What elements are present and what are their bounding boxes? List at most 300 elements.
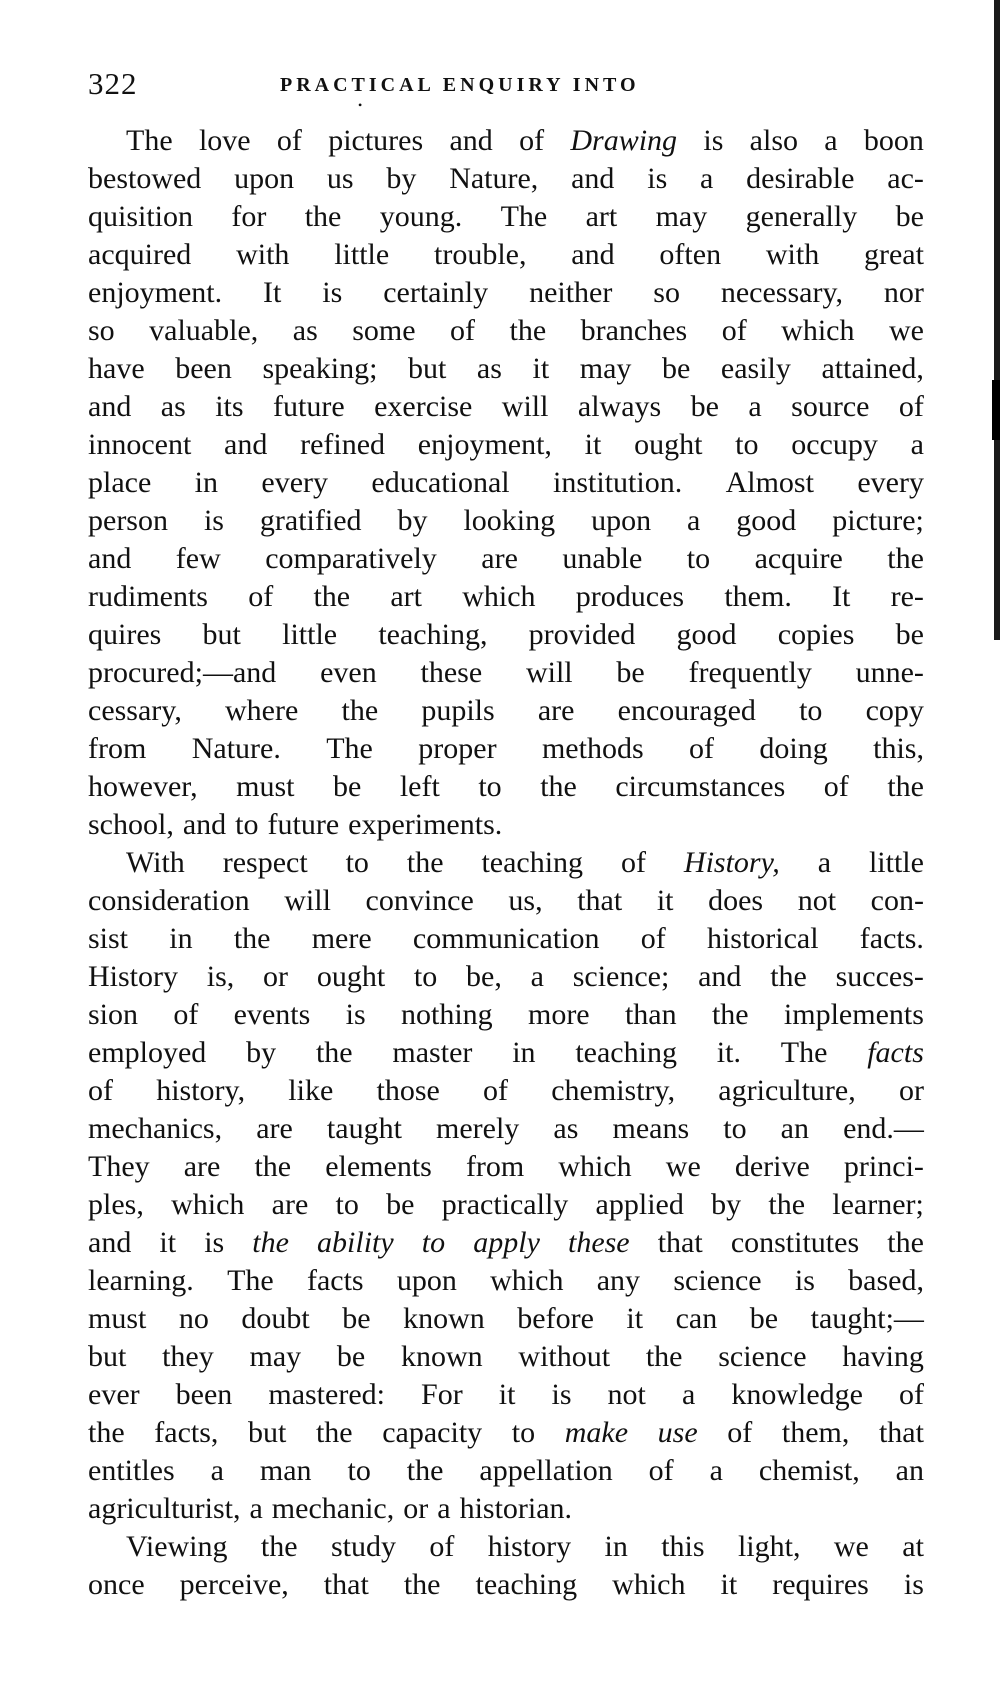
word: of bbox=[429, 1530, 455, 1563]
word: facts. bbox=[859, 922, 924, 955]
word: history bbox=[487, 1530, 572, 1563]
text-line bbox=[88, 654, 924, 692]
word: ought bbox=[316, 960, 386, 993]
text-line bbox=[88, 1072, 924, 1110]
word: they bbox=[162, 1340, 214, 1373]
word: teaching bbox=[475, 1568, 578, 1601]
word: will bbox=[525, 656, 573, 689]
text-line bbox=[88, 236, 924, 274]
word: mastered: bbox=[268, 1378, 385, 1411]
word: and bbox=[449, 124, 493, 157]
word: derive bbox=[734, 1150, 810, 1183]
word: of bbox=[620, 846, 646, 879]
word: are bbox=[537, 694, 575, 727]
word: learner; bbox=[832, 1188, 924, 1221]
word: With bbox=[126, 846, 185, 879]
word: re- bbox=[890, 580, 924, 613]
word: branches bbox=[580, 314, 688, 347]
word: applied bbox=[595, 1188, 684, 1221]
word: be bbox=[661, 352, 691, 385]
word: not bbox=[797, 884, 837, 917]
word: but bbox=[248, 1416, 287, 1449]
word: that bbox=[323, 1568, 369, 1601]
text-line bbox=[88, 958, 924, 996]
word: as bbox=[160, 390, 186, 423]
word: by bbox=[246, 1036, 277, 1069]
word: of bbox=[483, 1074, 509, 1107]
word: and bbox=[571, 238, 615, 271]
word: convince bbox=[365, 884, 474, 917]
word: from bbox=[88, 732, 147, 765]
word: is bbox=[703, 124, 724, 157]
word: been bbox=[175, 352, 232, 385]
word: use bbox=[657, 1416, 698, 1449]
word: of bbox=[173, 998, 199, 1031]
word: of bbox=[689, 732, 715, 765]
word: having bbox=[842, 1340, 924, 1373]
word: left bbox=[399, 770, 440, 803]
word: not bbox=[607, 1378, 646, 1411]
word: is, bbox=[206, 960, 235, 993]
word: in bbox=[194, 466, 218, 499]
word: but bbox=[202, 618, 241, 651]
text-line bbox=[88, 1224, 924, 1262]
text-line bbox=[88, 388, 924, 426]
word: occupy bbox=[791, 428, 878, 461]
word: in bbox=[512, 1036, 536, 1069]
word: which bbox=[462, 580, 536, 613]
word: provided bbox=[528, 618, 636, 651]
word: before bbox=[517, 1302, 594, 1335]
word: always bbox=[577, 390, 662, 423]
word: a bbox=[687, 504, 701, 537]
word: without bbox=[518, 1340, 611, 1373]
word: of bbox=[721, 314, 747, 347]
word: facts, bbox=[154, 1416, 219, 1449]
word: The bbox=[227, 1264, 274, 1297]
word: good bbox=[736, 504, 797, 537]
text-line bbox=[88, 1300, 924, 1338]
word: The bbox=[780, 1036, 828, 1069]
word: does bbox=[708, 884, 764, 917]
word: to bbox=[413, 960, 438, 993]
word: copy bbox=[865, 694, 924, 727]
word: appellation bbox=[479, 1454, 613, 1487]
word: or bbox=[403, 1492, 429, 1525]
text-line bbox=[88, 1452, 924, 1490]
word: to bbox=[345, 846, 369, 879]
word: end.— bbox=[843, 1112, 924, 1145]
word: place bbox=[88, 466, 152, 499]
body-text bbox=[88, 122, 924, 1604]
word: upon bbox=[591, 504, 652, 537]
word: these bbox=[420, 656, 483, 689]
word: and bbox=[182, 808, 227, 841]
word: For bbox=[421, 1378, 463, 1411]
word: this, bbox=[873, 732, 924, 765]
word: any bbox=[596, 1264, 641, 1297]
word: sist bbox=[88, 922, 129, 955]
text-line bbox=[88, 1414, 924, 1452]
word: and bbox=[88, 390, 132, 423]
word: perceive, bbox=[179, 1568, 289, 1601]
word: known bbox=[400, 1340, 483, 1373]
word: Drawing bbox=[570, 124, 678, 157]
word: can bbox=[675, 1302, 718, 1335]
word: an bbox=[780, 1112, 809, 1145]
word: ought bbox=[634, 428, 703, 461]
word: be bbox=[336, 1340, 366, 1373]
word: to bbox=[799, 694, 823, 727]
text-line bbox=[88, 1186, 924, 1224]
printer-mark: • bbox=[358, 98, 363, 112]
word: an bbox=[895, 1454, 924, 1487]
word: are bbox=[183, 1150, 221, 1183]
word: acquire bbox=[754, 542, 843, 575]
text-line bbox=[88, 464, 924, 502]
word: the bbox=[406, 846, 444, 879]
word: enjoyment, bbox=[417, 428, 552, 461]
text-line bbox=[88, 1110, 924, 1148]
word: from bbox=[465, 1150, 525, 1183]
word: Nature, bbox=[449, 162, 539, 195]
word: produces bbox=[575, 580, 685, 613]
word: gratified bbox=[259, 504, 362, 537]
word: historical bbox=[706, 922, 819, 955]
word: that bbox=[878, 1416, 924, 1449]
word: must bbox=[236, 770, 295, 803]
word: to bbox=[511, 1416, 536, 1449]
word: comparatively bbox=[265, 542, 437, 575]
word: are bbox=[256, 1112, 293, 1145]
word: mechanic, bbox=[271, 1492, 395, 1525]
word: a bbox=[709, 1454, 723, 1487]
word: is bbox=[322, 276, 343, 309]
word: The bbox=[500, 200, 548, 233]
word: facts bbox=[867, 1036, 924, 1069]
word: even bbox=[320, 656, 377, 689]
word: science bbox=[673, 1264, 762, 1297]
word: the bbox=[315, 1036, 353, 1069]
word: with bbox=[236, 238, 290, 271]
word: in bbox=[169, 922, 193, 955]
word: be bbox=[386, 1188, 415, 1221]
word: quires bbox=[88, 618, 162, 651]
word: and bbox=[571, 162, 615, 195]
word: teaching, bbox=[378, 618, 488, 651]
word: science bbox=[718, 1340, 807, 1373]
word: its bbox=[215, 390, 244, 423]
word: is bbox=[345, 998, 366, 1031]
text-line bbox=[88, 844, 924, 882]
word: speaking; bbox=[262, 352, 378, 385]
word: by bbox=[397, 504, 428, 537]
word: doubt bbox=[241, 1302, 310, 1335]
word: based, bbox=[848, 1264, 924, 1297]
word: looking bbox=[463, 504, 556, 537]
word: of bbox=[88, 1074, 113, 1107]
word: a bbox=[530, 960, 544, 993]
paragraph bbox=[88, 844, 924, 1528]
word: educational bbox=[371, 466, 510, 499]
word: some bbox=[352, 314, 416, 347]
word: that bbox=[577, 884, 623, 917]
word: future bbox=[273, 390, 345, 423]
word: experiments. bbox=[348, 808, 503, 841]
word: enjoyment. bbox=[88, 276, 223, 309]
word: the bbox=[304, 200, 342, 233]
running-head bbox=[88, 66, 924, 112]
word: are bbox=[271, 1188, 309, 1221]
word: trouble, bbox=[434, 238, 527, 271]
word: to bbox=[347, 1454, 371, 1487]
word: also bbox=[749, 124, 798, 157]
word: succes- bbox=[835, 960, 924, 993]
word: events bbox=[233, 998, 311, 1031]
word: of bbox=[899, 1378, 924, 1411]
word: methods bbox=[541, 732, 644, 765]
text-line bbox=[88, 502, 924, 540]
word: pictures bbox=[328, 124, 424, 157]
word: mere bbox=[311, 922, 372, 955]
word: sion bbox=[88, 998, 139, 1031]
page-number: 322 bbox=[88, 66, 138, 101]
word: ever bbox=[88, 1378, 140, 1411]
word: the bbox=[645, 1340, 683, 1373]
word: little bbox=[282, 618, 338, 651]
word: a bbox=[824, 124, 838, 157]
word: consideration bbox=[88, 884, 250, 917]
word: with bbox=[765, 238, 820, 271]
word: is bbox=[903, 1568, 924, 1601]
word: the bbox=[768, 1188, 806, 1221]
word: must bbox=[88, 1302, 147, 1335]
word: requires bbox=[772, 1568, 869, 1601]
word: more bbox=[527, 998, 590, 1031]
word: History, bbox=[683, 846, 780, 879]
word: it bbox=[626, 1302, 644, 1335]
word: been bbox=[175, 1378, 233, 1411]
word: generally bbox=[745, 200, 858, 233]
word: so bbox=[88, 314, 115, 347]
word: little bbox=[334, 238, 390, 271]
word: study bbox=[330, 1530, 396, 1563]
word: will bbox=[501, 390, 549, 423]
word: of bbox=[248, 580, 274, 613]
text-line bbox=[88, 1566, 924, 1604]
word: They bbox=[88, 1150, 150, 1183]
word: neither bbox=[529, 276, 613, 309]
word: frequently bbox=[688, 656, 812, 689]
text-line bbox=[88, 1034, 924, 1072]
word: may bbox=[579, 352, 632, 385]
word: it bbox=[498, 1378, 516, 1411]
word: mechanics, bbox=[88, 1112, 223, 1145]
word: it bbox=[584, 428, 602, 461]
word: them, bbox=[781, 1416, 850, 1449]
text-line bbox=[88, 806, 924, 844]
word: little bbox=[868, 846, 924, 879]
word: this bbox=[661, 1530, 705, 1563]
text-line bbox=[88, 1376, 924, 1414]
word: of bbox=[823, 770, 849, 803]
word: chemistry, bbox=[551, 1074, 676, 1107]
word: historian. bbox=[459, 1492, 573, 1525]
word: like bbox=[288, 1074, 334, 1107]
word: the bbox=[315, 1416, 353, 1449]
word: which bbox=[781, 314, 855, 347]
word: pupils bbox=[421, 694, 495, 727]
word: or bbox=[898, 1074, 924, 1107]
word: it bbox=[720, 1568, 738, 1601]
word: which bbox=[171, 1188, 245, 1221]
text-line bbox=[88, 920, 924, 958]
word: nothing bbox=[400, 998, 493, 1031]
word: light, bbox=[737, 1530, 801, 1563]
word: often bbox=[659, 238, 722, 271]
word: which bbox=[490, 1264, 564, 1297]
word: art bbox=[390, 580, 422, 613]
word: upon bbox=[396, 1264, 457, 1297]
word: exercise bbox=[374, 390, 473, 423]
word: facts bbox=[306, 1264, 364, 1297]
word: the bbox=[252, 1226, 289, 1259]
word: however, bbox=[88, 770, 198, 803]
word: The bbox=[126, 124, 173, 157]
word: constitutes bbox=[730, 1226, 860, 1259]
word: we bbox=[833, 1530, 869, 1563]
word: certainly bbox=[383, 276, 489, 309]
text-line bbox=[88, 1262, 924, 1300]
text-line bbox=[88, 1528, 924, 1566]
word: valuable, bbox=[149, 314, 259, 347]
word: capacity bbox=[382, 1416, 483, 1449]
word: to bbox=[235, 808, 259, 841]
text-line bbox=[88, 160, 924, 198]
word: picture; bbox=[832, 504, 924, 537]
word: of bbox=[640, 922, 666, 955]
text-line bbox=[88, 616, 924, 654]
word: the bbox=[887, 1226, 924, 1259]
word: ples, bbox=[88, 1188, 144, 1221]
text-line bbox=[88, 768, 924, 806]
word: con- bbox=[870, 884, 924, 917]
text-line bbox=[88, 312, 924, 350]
word: upon bbox=[234, 162, 295, 195]
word: future bbox=[267, 808, 340, 841]
word: no bbox=[178, 1302, 209, 1335]
word: is bbox=[551, 1378, 572, 1411]
word: rudiments bbox=[88, 580, 208, 613]
word: it. bbox=[716, 1036, 741, 1069]
word: knowledge bbox=[731, 1378, 863, 1411]
word: may bbox=[249, 1340, 302, 1373]
word: person bbox=[88, 504, 168, 537]
word: and bbox=[224, 428, 268, 461]
word: in bbox=[604, 1530, 628, 1563]
word: implements bbox=[783, 998, 924, 1031]
word: entitles bbox=[88, 1454, 175, 1487]
text-line bbox=[88, 996, 924, 1034]
word: to bbox=[686, 542, 711, 575]
text-line bbox=[88, 1148, 924, 1186]
word: desirable bbox=[746, 162, 855, 195]
word: of bbox=[898, 390, 924, 423]
word: nor bbox=[883, 276, 924, 309]
word: it bbox=[656, 884, 674, 917]
word: agriculture, bbox=[718, 1074, 856, 1107]
text-line bbox=[88, 426, 924, 464]
word: the bbox=[260, 1530, 298, 1563]
paragraph bbox=[88, 1528, 924, 1604]
text-line bbox=[88, 882, 924, 920]
word: of bbox=[276, 124, 302, 157]
text-line bbox=[88, 274, 924, 312]
word: is bbox=[204, 1226, 225, 1259]
word: unable bbox=[562, 542, 643, 575]
text-line bbox=[88, 540, 924, 578]
word: and bbox=[698, 960, 742, 993]
word: it bbox=[532, 352, 550, 385]
word: institution. bbox=[553, 466, 683, 499]
word: these bbox=[567, 1226, 630, 1259]
word: cessary, bbox=[88, 694, 182, 727]
word: master bbox=[392, 1036, 473, 1069]
word: a bbox=[748, 390, 762, 423]
word: ability bbox=[317, 1226, 394, 1259]
word: be bbox=[616, 656, 645, 689]
word: which bbox=[612, 1568, 686, 1601]
word: a bbox=[817, 846, 832, 879]
word: the bbox=[770, 960, 807, 993]
word: the bbox=[233, 922, 271, 955]
word: procured;—and bbox=[88, 656, 277, 689]
word: communication bbox=[412, 922, 600, 955]
word: ac- bbox=[887, 162, 924, 195]
word: It bbox=[832, 580, 851, 613]
word: bestowed bbox=[88, 162, 202, 195]
word: means bbox=[612, 1112, 690, 1145]
word: the bbox=[341, 694, 379, 727]
word: than bbox=[624, 998, 677, 1031]
word: known bbox=[403, 1302, 485, 1335]
word: to bbox=[335, 1188, 359, 1221]
word: princi- bbox=[843, 1150, 924, 1183]
word: be bbox=[895, 618, 924, 651]
running-title: PRACTICAL ENQUIRY INTO bbox=[280, 74, 640, 96]
word: history, bbox=[156, 1074, 246, 1107]
word: a bbox=[700, 162, 714, 195]
word: boon bbox=[863, 124, 924, 157]
word: the bbox=[406, 1454, 444, 1487]
word: young. bbox=[379, 200, 463, 233]
word: is bbox=[647, 162, 668, 195]
word: great bbox=[864, 238, 924, 271]
word: teaching bbox=[575, 1036, 677, 1069]
word: respect bbox=[222, 846, 308, 879]
text-line bbox=[88, 122, 924, 160]
word: teaching bbox=[481, 846, 584, 879]
word: a bbox=[681, 1378, 696, 1411]
word: as bbox=[476, 352, 502, 385]
paragraph bbox=[88, 122, 924, 844]
word: once bbox=[88, 1568, 145, 1601]
word: good bbox=[676, 618, 737, 651]
word: easily bbox=[720, 352, 791, 385]
word: be bbox=[342, 1302, 371, 1335]
word: we bbox=[888, 314, 924, 347]
word: by bbox=[711, 1188, 742, 1221]
